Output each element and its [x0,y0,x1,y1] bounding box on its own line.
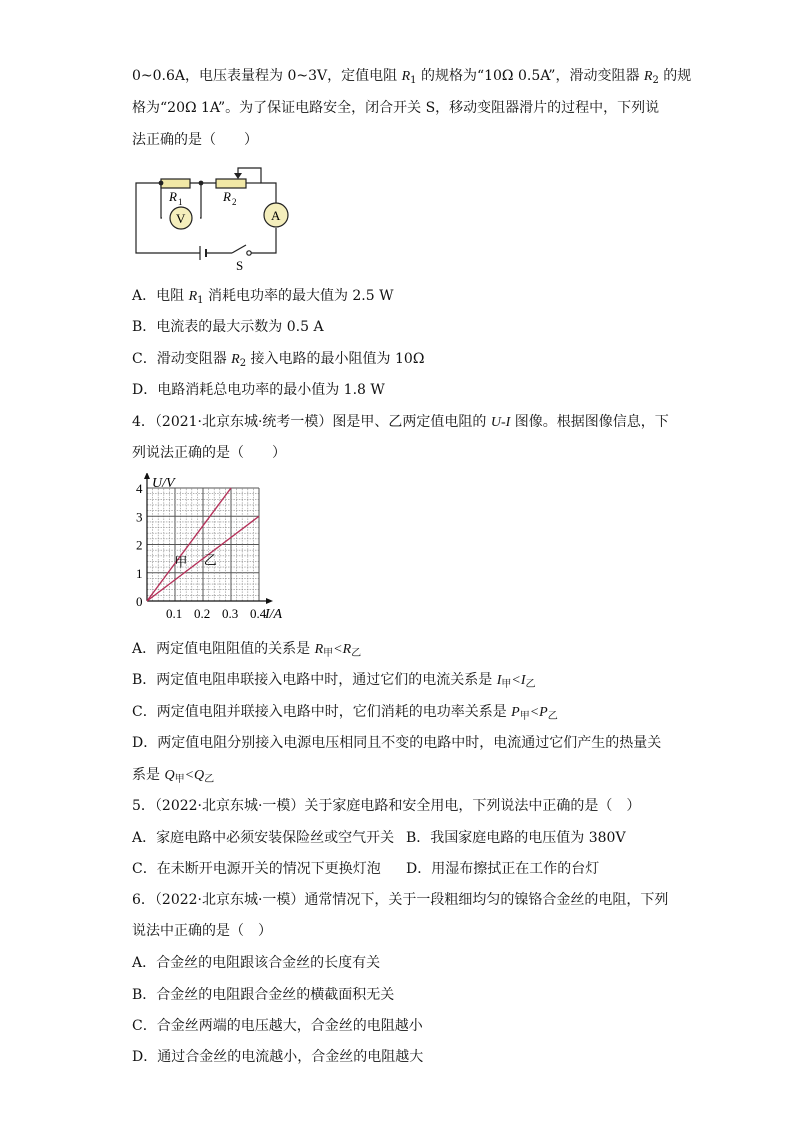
x-tick-label: 0.1 [166,606,183,621]
r2-label: R [223,189,231,204]
q5-option-a: A．家庭电路中必须安装保险丝或空气开关 [132,830,395,846]
q4-option-d-line-1: D．两定值电阻分别接入电源电压相同且不变的电路中时，电流通过它们产生的热量关 [132,735,662,751]
series-label-1: 甲 [174,554,188,570]
r2-resistor [216,179,246,188]
q6-stem-line-2: 说法中正确的是（ ） [132,923,272,939]
ammeter-label: A [271,208,281,223]
chart-grid [147,488,259,601]
q4-stem-line-2: 列说法正确的是（ ） [132,445,286,461]
x-tick-label: 0.3 [222,606,239,621]
u-i-chart [125,473,295,621]
q6-option-a: A．合金丝的电阻跟该合金丝的长度有关 [132,955,381,971]
q6-stem-line-1: 6．（2022·北京东城·一模）通常情况下，关于一段粗细均匀的镍铬合金丝的电阻，下列 [132,892,669,908]
circuit-diagram [125,158,295,273]
q5-option-c: C．在未断开电源开关的情况下更换灯泡 [132,861,381,877]
q3-option-c: C．滑动变阻器 $R_2$ 接入电路的最小阻值为 10Ω [132,351,425,369]
q3-option-d: D．电路消耗总电功率的最小值为 1.8 W [132,382,385,398]
q5-stem: 5．（2022·北京东城·一模）关于家庭电路和安全用电，下列说法中正确的是（ ） [132,798,641,814]
q4-option-a: A．两定值电阻阻值的关系是 $R_甲<R_乙$ [132,641,362,659]
q4-option-d-line-2: 系是 $Q_甲<Q_乙$ [132,767,215,785]
y-tick-label: 3 [136,509,143,525]
y-tick-label: 0 [136,594,143,609]
switch-label: S [236,258,244,273]
rheostat-arrow-icon [234,173,242,179]
q3-stem-line-3: 法正确的是（ ） [132,132,258,148]
y-tick-label: 1 [136,565,143,581]
y-tick-label: 2 [136,537,143,553]
q4-stem-line-1: 4．（2021·北京东城·统考一模）图是甲、乙两定值电阻的 U-I 图像。根据图像信息，下 [132,414,669,430]
x-axis-arrow-icon [266,598,273,604]
r2-sub: 2 [232,197,237,207]
x-tick-label: 0.4 [250,606,267,621]
q5-option-b: B．我国家庭电路的电压值为 380V [406,830,626,846]
y-axis-arrow-icon [144,473,150,479]
series-label-2: 乙 [203,552,217,568]
q6-option-c: C．合金丝两端的电压越大，合金丝的电阻越小 [132,1018,423,1034]
voltmeter-label: V [176,211,186,226]
q4-option-b: B．两定值电阻串联接入电路中时，通过它们的电流关系是 $I_甲<I_乙$ [132,672,536,690]
q3-option-a: A．电阻 $R_1$ 消耗电功率的最大值为 2.5 W [132,288,394,306]
q3-stem-line-2: 格为“20Ω 1A”。为了保证电路安全，闭合开关 S，移动变阻器滑片的过程中，下列说 [132,100,660,116]
q6-option-d: D．通过合金丝的电流越小，合金丝的电阻越大 [132,1049,424,1065]
y-tick-label: 4 [136,481,143,496]
r1-resistor [161,179,190,188]
q3-stem-line-1: 0~0.6A，电压表量程为 0~3V，定值电阻 $R_1$ 的规格为“10Ω 0.5A”，滑动变阻器 $R_2$ 的规 [132,68,692,86]
x-tick-label: 0.2 [194,606,211,621]
r1-sub: 1 [178,197,183,207]
q4-option-c: C．两定值电阻并联接入电路中时，它们消耗的电功率关系是 $P_甲<P_乙$ [132,704,558,722]
q3-option-b: B．电流表的最大示数为 0.5 A [132,319,324,335]
q6-option-b: B．合金丝的电阻跟合金丝的横截面积无关 [132,987,395,1003]
q5-option-d: D．用湿布擦拭正在工作的台灯 [406,861,600,877]
y-axis-label: U/V [152,476,175,491]
x-axis-label: I/A [265,607,283,621]
r1-label: R [169,189,177,204]
